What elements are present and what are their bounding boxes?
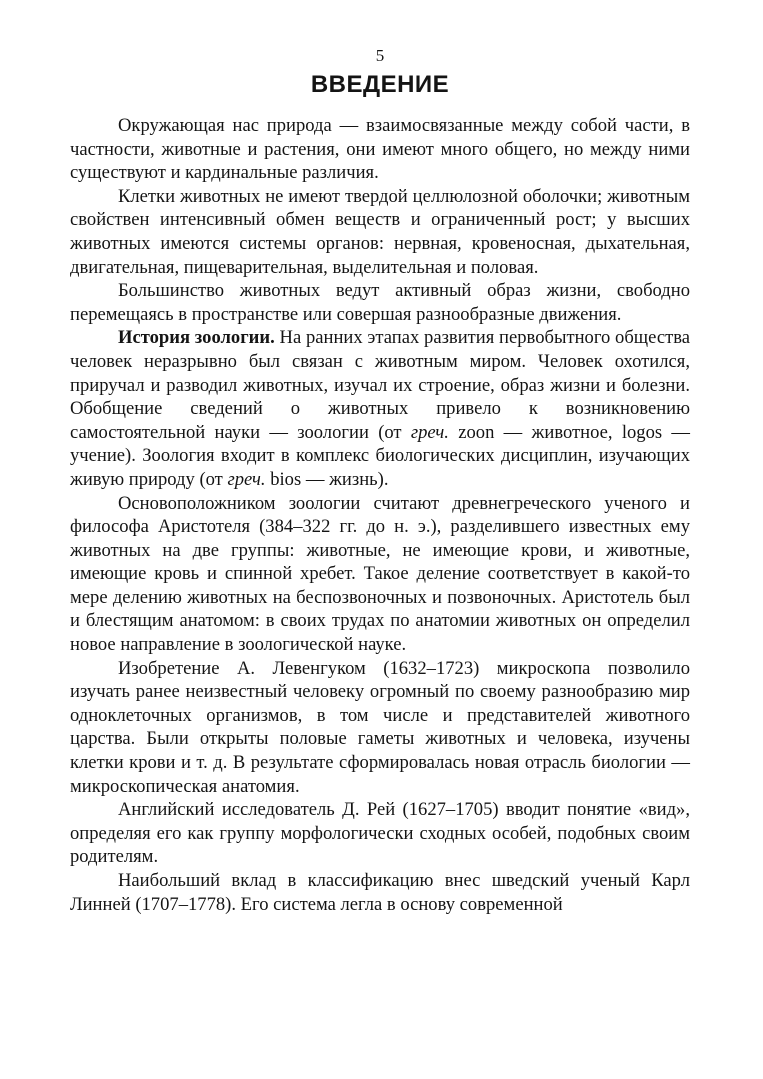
page-number: 5	[375, 46, 385, 65]
paragraph-leeuwenhoek: Изобретение А. Левенгуком (1632–1723) микроскопа позволило изучать ранее неизвестный человеку огромный по своему разнообразию мир одноклеточных организмов, в том числе и представителей животного царства. Были открыты половые гаметы животных и человека, изучены клетки крови и т. д. В результате сформировалась новая отрасль биологии — микроскопическая анатомия.	[70, 657, 690, 797]
paragraph-linnaeus: Наибольший вклад в классификацию внес шведский ученый Карл Линней (1707–1778). Его система легла в основу современной	[70, 870, 690, 915]
paragraph-active-life: Большинство животных ведут активный образ жизни, свободно перемещаясь в пространстве или совершая разнообразные движения.	[70, 280, 690, 325]
greek-abbrev-1: греч.	[410, 421, 449, 443]
paragraph-intro: Окружающая нас природа — взаимосвязанные между собой части, в частности, животные и растения, они имеют много общего, но между ними существуют и кардинальные различия.	[70, 115, 690, 184]
paragraph-animal-cells: Клетки животных не имеют твердой целлюлозной оболочки; животным свойствен интенсивный обмен веществ и ограниченный рост; у высших животных имеются системы органов: нервная, кровеносная, дыхательная, двигательная, пищеварительная, выделительная и половая.	[70, 185, 690, 278]
history-text-b: zoon — животное, logos — учение). Зоология входит в комплекс биологических дисциплин, изучающих живую природу (от	[70, 421, 691, 490]
history-text-c: bios — жизнь).	[265, 468, 389, 490]
body-text	[70, 114, 690, 916]
paragraph-zoology-history	[70, 326, 690, 491]
chapter-heading: ВВЕДЕНИЕ	[310, 71, 450, 98]
paragraph-ray: Английский исследователь Д. Рей (1627–1705) вводит понятие «вид», определяя его как группу морфологически сходных особей, подобных своим родителям.	[70, 799, 690, 868]
book-page	[70, 46, 690, 916]
history-text-a: На ранних этапах развития первобытного общества человек неразрывно был связан с животным миром. Человек охотился, приручал и разводил животных, изучал их строение, образ жизни и болезни. Обобщение сведений о животных привело к возникновению самостоятельной науки — зоологии (от	[70, 327, 691, 443]
paragraph-aristotle: Основоположником зоологии считают древнегреческого ученого и философа Аристотеля (384–322 гг. до н. э.), разделившего известных ему животных на две группы: животные, не имеющие крови, и животные, имеющие кровь и спинной хребет. Такое деление соответствует в какой-то мере делению животных на беспозвоночных и позвоночных. Аристотель был и блестящим анатомом: в своих трудах по анатомии животных он определил новое направление в зоологической науке.	[70, 492, 690, 656]
greek-abbrev-2: греч.	[227, 468, 266, 490]
history-lead-in: История зоологии.	[118, 327, 275, 349]
